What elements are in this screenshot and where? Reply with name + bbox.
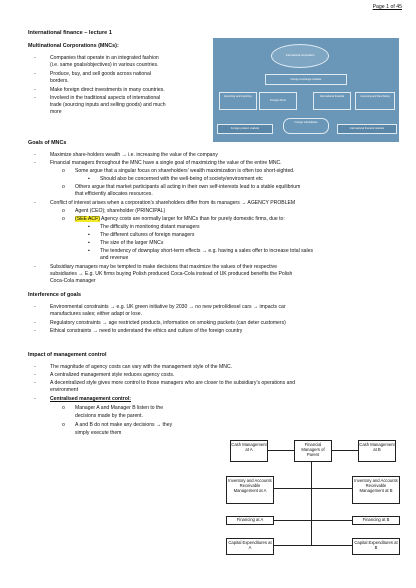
square-bullet: ▪ — [88, 224, 90, 230]
interference-2: Regulatory constraints → age restricted products, information on smoking packets (can deter customers) — [50, 320, 286, 326]
dash-bullet: - — [34, 160, 36, 166]
diagram-box: Inventory and Accounts Receivable Management at A — [226, 476, 274, 504]
dash-bullet: - — [34, 364, 36, 370]
dash-bullet: - — [34, 152, 36, 158]
diagram-node: Exporting and importing — [219, 92, 257, 110]
dash-bullet: - — [34, 304, 36, 310]
diagram-node: Licensing and franchising — [355, 92, 395, 110]
dash-bullet: - — [34, 380, 36, 386]
interference-1b: manufactures sales; either adapt or lose. — [50, 311, 143, 317]
circle-bullet: o — [62, 422, 65, 428]
control-3b: environment — [50, 387, 79, 393]
goal-3: Conflict of interest arises when a corporation’s shareholders differ from its managers → AGENCY PROBLEM — [50, 200, 296, 206]
diagram-node: International financial — [313, 92, 351, 110]
goals-heading: Goals of MNCs — [28, 140, 67, 146]
document-title: International finance – lecture 1 — [28, 30, 112, 36]
mnc-point-1a: Companies that operate in an integrated fashion — [50, 55, 159, 61]
square-bullet: ▪ — [88, 176, 90, 182]
control-4b-2: simply execute them — [75, 430, 122, 436]
control-2: A centralized management style reduces agency costs. — [50, 372, 175, 378]
mnc-point-3: Make foreign direct investments in many countries. — [50, 87, 165, 93]
dash-bullet: - — [34, 71, 36, 77]
highlighted-reference: (SEE ACF) — [75, 216, 100, 222]
dash-bullet: - — [34, 95, 36, 101]
diagram-box: Capital Expenditures at B — [352, 538, 400, 555]
interference-heading: Interference of goals — [28, 292, 82, 298]
control-1: The magnitude of agency costs can vary with the management style of the MNC. — [50, 364, 233, 370]
interference-1a: Environmental constraints → e.g. UK green initiative by 2030 → no new petrol/diesel cars → impacts car — [50, 304, 286, 310]
connector-line — [273, 545, 352, 546]
mnc-point-1b: (i.e. same goals/objectives) in various countries. — [50, 62, 159, 68]
mnc-heading: Multinational Corporations (MNCs): — [28, 43, 119, 49]
circle-bullet: o — [62, 208, 65, 214]
agency-cost-item: The tendency of downplay short-term effects → e.g. having a sales offer to increase total sales — [100, 248, 314, 254]
connector-line — [331, 450, 358, 451]
diagram-bottom-node: International financial markets — [337, 124, 397, 134]
agency-cost-item-cont: and revenue — [100, 255, 129, 261]
goal-2b2: that efficiently allocates resources. — [75, 191, 153, 197]
connector-line — [273, 488, 352, 489]
agency-cost-item: The size of the larger MNCs — [100, 240, 164, 246]
circle-bullet: o — [62, 168, 65, 174]
dash-bullet: - — [34, 320, 36, 326]
diagram-box: Cash Management at A — [230, 440, 268, 462]
dash-bullet: - — [34, 264, 36, 270]
square-bullet: ▪ — [88, 248, 90, 254]
connector-line — [311, 461, 312, 545]
diagram-box: Financing at A — [226, 516, 274, 525]
diagram-node: Foreign direct — [259, 92, 297, 110]
control-4: Centralised management control: — [50, 396, 131, 402]
diagram-top-node: International Corporation — [271, 44, 329, 68]
dash-bullet: - — [34, 200, 36, 206]
mnc-point-4a: Involved in the traditional aspects of international — [50, 95, 161, 101]
goal-1: Maximize share-holders wealth → i.e. increasing the value of the company — [50, 152, 218, 158]
goal-2a: Some argue that a singular focus on shareholders’ wealth maximization is often too short-sighted. — [75, 168, 295, 174]
centralised-management-diagram — [218, 440, 408, 568]
goal-2b1: Others argue that market participants all acting in their own self-interests lead to a stable equilibrium — [75, 184, 301, 190]
goal-4a: Subsidiary managers may be tempted to make decisions that maximize the values of their respective — [50, 264, 278, 270]
control-4b-1: A and B do not make any decisions → they — [75, 422, 173, 428]
circle-bullet: o — [62, 216, 65, 222]
dash-bullet: - — [34, 328, 36, 334]
goal-3b — [75, 216, 285, 222]
agency-cost-item: The different cultures of foreign managers — [100, 232, 195, 238]
goal-4b: subsidiaries → E.g. UK firms buying Polish produced Coca-Cola instead of UK produced benefits the Polish — [50, 271, 293, 277]
mnc-point-4b: trade (sourcing inputs and selling goods) and much — [50, 102, 166, 108]
goal-4c: Coca-Cola manager — [50, 278, 96, 284]
connector-line — [267, 450, 294, 451]
diagram-middle-node: Foreign exchange markets — [265, 74, 347, 85]
square-bullet: ▪ — [88, 240, 90, 246]
control-4a-2: decisions made by the parent. — [75, 413, 143, 419]
goal-3b-text: Agency costs are normally larger for MNCs than for purely domestic firms, due to: — [99, 216, 285, 222]
control-4a-1: Manager A and Manager B listen to the — [75, 405, 164, 411]
connector-line — [273, 520, 352, 521]
diagram-box: Capital Expenditures at A — [226, 538, 274, 555]
diagram-bottom-node: Foreign subsidiaries — [283, 118, 329, 134]
mnc-point-2a: Produce, buy, and sell goods across national — [50, 71, 151, 77]
square-bullet: ▪ — [88, 232, 90, 238]
dash-bullet: - — [34, 87, 36, 93]
control-heading: Impact of management control — [28, 352, 107, 358]
diagram-box: Cash Management at B — [358, 440, 396, 462]
circle-bullet: o — [62, 184, 65, 190]
diagram-box: Financing at B — [352, 516, 400, 525]
dash-bullet: - — [34, 372, 36, 378]
page-number: Page 1 of 45 — [372, 4, 402, 10]
goal-3a: Agent (CEO); shareholder (PRINCIPAL) — [75, 208, 166, 214]
dash-bullet: - — [34, 396, 36, 402]
mnc-point-4c: more — [50, 109, 62, 115]
international-corporation-diagram — [213, 38, 399, 142]
diagram-bottom-node: Foreign product markets — [217, 124, 273, 134]
interference-3: Ethical constraints → need to understand the ethics and culture of the foreign country — [50, 328, 243, 334]
diagram-box: Inventory and Accounts Receivable Management at B — [352, 476, 400, 504]
diagram-box: Financial Managers of Parent — [294, 440, 332, 462]
goal-2: Financial managers throughout the MNC have a single goal of maximizing the value of the entire MNC. — [50, 160, 282, 166]
mnc-point-2b: borders. — [50, 78, 69, 84]
goal-2a1: Should also be concerned with the well-being of society/environment etc — [100, 176, 263, 182]
circle-bullet: o — [62, 405, 65, 411]
control-3a: A decentralized style gives more control to those managers who are closer to the subsidiary’s operations and — [50, 380, 296, 386]
dash-bullet: - — [34, 55, 36, 61]
agency-cost-item: The difficulty in monitoring distant managers — [100, 224, 200, 230]
